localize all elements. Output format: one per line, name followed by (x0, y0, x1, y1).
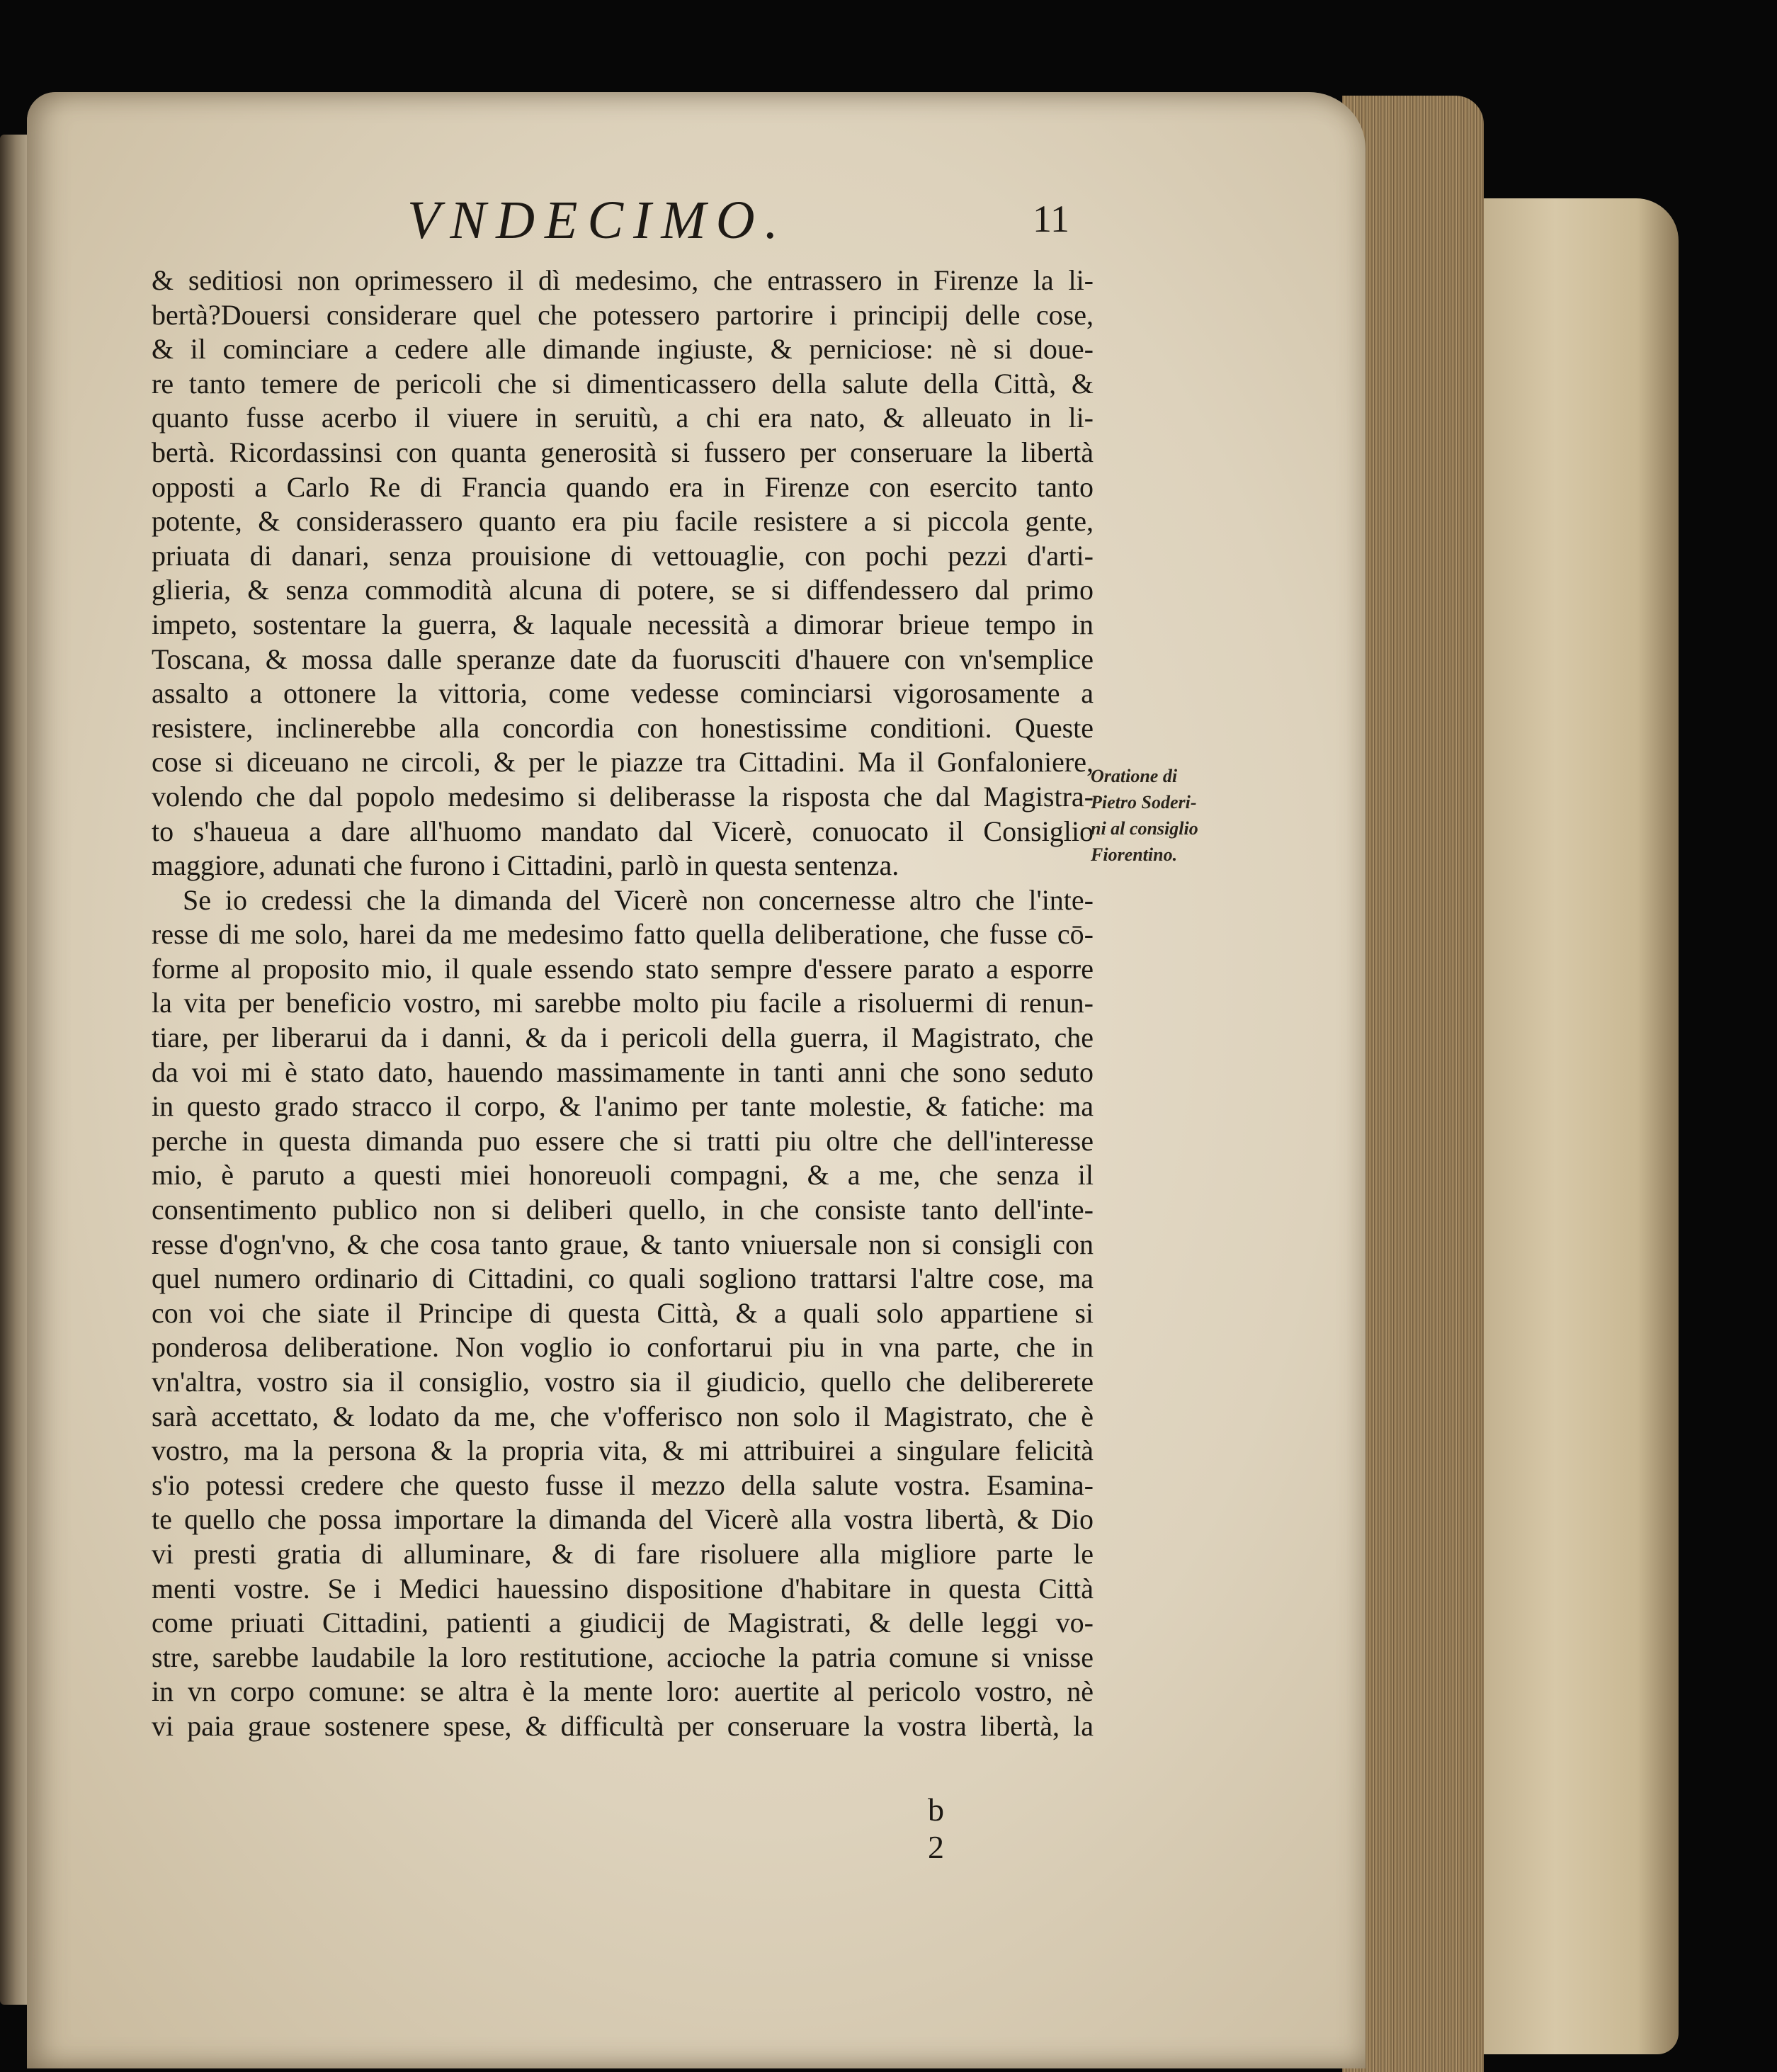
text-line: cose si diceuano ne circoli, & per le piazze tra Cittadini. Ma il Gonfaloniere, (152, 746, 1094, 779)
text-line: & seditiosi non oprimessero il dì medesimo, che entrassero in Firenze la li- (152, 264, 1094, 296)
text-line: come priuati Cittadini, patienti a giudicij de Magistrati, & delle leggi vo- (152, 1607, 1094, 1639)
text-line: impeto, sostentare la guerra, & laquale necessità a dimorar brieue tempo in (152, 608, 1094, 640)
text-line: forme al proposito mio, il quale essendo stato sempre d'essere parato a esporre (152, 952, 1094, 985)
text-line: resistere, inclinerebbe alla concordia con honestissime conditioni. Queste (152, 711, 1094, 744)
text-line: menti vostre. Se i Medici hauessino dispositione d'habitare in questa Città (152, 1572, 1094, 1604)
signature-mark: b 2 (928, 1791, 961, 1865)
page-header (0, 190, 1777, 254)
text-line: resse d'ogn'vno, & che cosa tanto graue, & tanto vniuersale non si consigli con (152, 1228, 1094, 1260)
marginal-note-line: Oratione di (1091, 766, 1178, 786)
text-line: tiare, per liberarui da i danni, & da i pericoli della guerra, il Magistrato, che (152, 1021, 1094, 1054)
text-line: & il cominciare a cedere alle dimande ingiuste, & perniciose: nè si doue- (152, 333, 1094, 366)
book-cover-edge (1473, 198, 1679, 2054)
marginal-note (1091, 763, 1232, 868)
text-line: glieria, & senza commodità alcuna di potere, se si diffendessero dal primo (152, 574, 1094, 606)
text-line: Toscana, & mossa dalle speranze date da fuorusciti d'hauere con vn'semplice (152, 642, 1094, 675)
text-line: quanto fusse acerbo il viuere in seruitù, a chi era nato, & alleuato in li- (152, 402, 1094, 434)
text-line: volendo che dal popolo medesimo si deliberasse la risposta che dal Magistra- (152, 780, 1094, 813)
text-line: bertà. Ricordassinsi con quanta generosità si fussero per conseruare la libertà (152, 436, 1094, 468)
text-line: quel numero ordinario di Cittadini, co quali sogliono trattarsi l'altre cose, ma (152, 1262, 1094, 1295)
text-line: vi presti gratia di alluminare, & di fare risoluere alla migliore parte le (152, 1537, 1094, 1570)
text-line: to s'haueua a dare all'huomo mandato dal Vicerè, conuocato il Consiglio (152, 815, 1094, 847)
text-line: te quello che possa importare la dimanda del Vicerè alla vostra libertà, & Dio (152, 1503, 1094, 1536)
text-line: maggiore, adunati che furono i Cittadini, parlò in questa sentenza. (152, 849, 899, 882)
marginal-note-line: ni al consiglio (1091, 818, 1198, 839)
running-head: VNDECIMO. (407, 191, 788, 250)
text-line: in questo grado stracco il corpo, & l'animo per tante molestie, & fatiche: ma (152, 1090, 1094, 1123)
text-line: consentimento publico non si deliberi quello, in che consiste tanto dell'inte- (152, 1194, 1094, 1226)
left-page-edge (0, 135, 30, 2005)
text-line: vi paia graue sostenere spese, & difficultà per conseruare la vostra libertà, la (152, 1709, 1094, 1742)
page-number: 11 (1033, 198, 1069, 240)
marginal-note-line: Fiorentino. (1091, 844, 1178, 865)
text-line: perche in questa dimanda puo essere che si tratti piu oltre che dell'interesse (152, 1124, 1094, 1157)
text-line: sarà accettato, & lodato da me, che v'offerisco non solo il Magistrato, che è (152, 1400, 1094, 1432)
text-line: bertà?Douersi considerare quel che potessero partorire i principij delle cose, (152, 298, 1094, 331)
text-line: stre, sarebbe laudabile la loro restitutione, accioche la patria comune si vnisse (152, 1641, 1094, 1673)
text-line: assalto a ottonere la vittoria, come vedesse cominciarsi vigorosamente a (152, 677, 1094, 710)
text-line: resse di me solo, harei da me medesimo fatto quella deliberatione, che fusse cō- (152, 918, 1094, 951)
text-line: re tanto temere de pericoli che si dimenticassero della salute della Città, & (152, 367, 1094, 400)
text-line: da voi mi è stato dato, hauendo massimamente in tanti anni che sono seduto (152, 1055, 1094, 1088)
marginal-note-line: Pietro Soderi- (1091, 792, 1197, 813)
text-line: priuata di danari, senza prouisione di vettouaglie, con pochi pezzi d'arti- (152, 539, 1094, 572)
text-line: con voi che siate il Principe di questa Città, & a quali solo appartiene si (152, 1296, 1094, 1329)
body-text (152, 264, 1094, 1744)
text-line: s'io potessi credere che questo fusse il mezzo della salute vostra. Esamina- (152, 1468, 1094, 1501)
text-line: Se io credessi che la dimanda del Vicerè non concernesse altro che l'inte- (183, 883, 1094, 916)
text-line: potente, & considerassero quanto era piu facile resistere a si piccola gente, (152, 505, 1094, 538)
text-line: ponderosa deliberatione. Non voglio io confortarui piu in vna parte, che in (152, 1331, 1094, 1364)
text-line: vostro, ma la persona & la propria vita, & mi attribuirei a singulare felicità (152, 1434, 1094, 1467)
text-line: opposti a Carlo Re di Francia quando era in Firenze con esercito tanto (152, 470, 1094, 503)
text-line: vn'altra, vostro sia il consiglio, vostro sia il giudicio, quello che delibererete (152, 1366, 1094, 1398)
text-line: in vn corpo comune: se altra è la mente loro: auertite al pericolo vostro, nè (152, 1675, 1094, 1708)
text-line: mio, è paruto a questi miei honoreuoli compagni, & a me, che senza il (152, 1159, 1094, 1191)
text-line: la vita per beneficio vostro, mi sarebbe molto piu facile a risoluermi di renun- (152, 987, 1094, 1019)
